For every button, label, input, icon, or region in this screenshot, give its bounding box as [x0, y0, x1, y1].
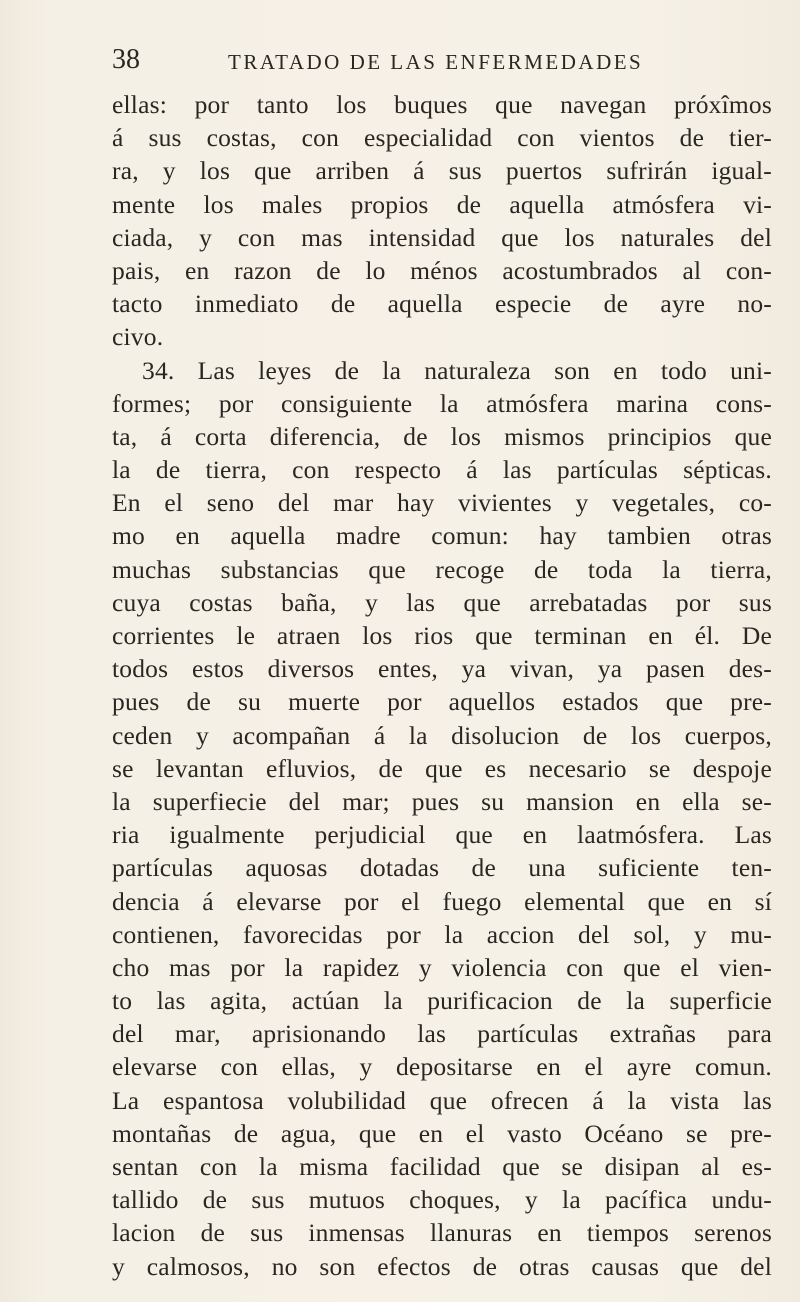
text-line: La espantosa volubilidad que ofrecen á la vista las: [112, 1085, 772, 1115]
text-line: corrientes le atraen los rios que terminan en él. De: [112, 621, 772, 650]
text-line: sentan con la misma facilidad que se disipan al es-: [112, 1152, 772, 1181]
text-line: ta, á corta diferencia, de los mismos principios que: [112, 421, 772, 451]
text-line: todos estos diversos entes, ya vivan, ya pasen des-: [112, 654, 772, 684]
text-line: muchas substancias que recoge de toda la tierra,: [112, 554, 772, 584]
text-line: pues de su muerte por aquellos estados que pre-: [112, 687, 772, 717]
text-line: pais, en razon de lo ménos acostumbrados al con-: [112, 255, 772, 285]
text-line: dencia á elevarse por el fuego elemental que en sí: [112, 886, 772, 916]
text-line: del mar, aprisionando las partículas extrañas para: [112, 1019, 772, 1049]
text-line: ellas: por tanto los buques que navegan próxîmos: [112, 90, 772, 119]
text-line: mente los males propios de aquella atmósfera vi-: [112, 189, 772, 219]
page-number: 38: [112, 44, 140, 75]
text-line: lacion de sus inmensas llanuras en tiempos serenos: [112, 1218, 772, 1248]
text-line: mo en aquella madre comun: hay tambien otras: [112, 521, 772, 551]
running-head: TRATADO DE LAS ENFERMEDADES: [228, 50, 644, 74]
page-header: [112, 44, 732, 84]
paragraph-end-line: civo.: [112, 322, 164, 352]
paragraph-start-line: 34. Las leyes de la naturaleza son en todo uni-: [142, 355, 772, 385]
text-line: ria igualmente perjudicial que en laatmósfera. Las: [112, 820, 772, 850]
text-line: á sus costas, con especialidad con vientos de tier-: [112, 123, 772, 153]
text-line: ra, y los que arriben á sus puertos sufrirán igual-: [112, 156, 772, 186]
text-line: montañas de agua, que en el vasto Océano se pre-: [112, 1118, 772, 1148]
text-line: En el seno del mar hay vivientes y vegetales, co-: [112, 488, 772, 518]
text-line: y calmosos, no son efectos de otras causas que del: [112, 1251, 772, 1281]
text-line: cuya costas baña, y las que arrebatadas por sus: [112, 587, 772, 617]
text-line: tacto inmediato de aquella especie de ayre no-: [112, 289, 772, 319]
text-line: se levantan efluvios, de que es necesario se despoje: [112, 753, 772, 783]
text-line: contienen, favorecidas por la accion del sol, y mu-: [112, 919, 772, 949]
text-line: formes; por consiguiente la atmósfera marina cons-: [112, 388, 772, 418]
body-text: [112, 88, 772, 1283]
text-line: ceden y acompañan á la disolucion de los cuerpos,: [112, 720, 772, 750]
text-line: to las agita, actúan la purificacion de la superficie: [112, 986, 772, 1016]
text-line: partículas aquosas dotadas de una suficiente ten-: [112, 853, 772, 883]
text-line: cho mas por la rapidez y violencia con que el vien-: [112, 952, 772, 982]
text-line: ciada, y con mas intensidad que los naturales del: [112, 222, 772, 252]
text-line: tallido de sus mutuos choques, y la pacífica undu-: [112, 1185, 772, 1215]
text-line: elevarse con ellas, y depositarse en el ayre comun.: [112, 1052, 772, 1082]
text-line: la de tierra, con respecto á las partículas sépticas.: [112, 455, 772, 485]
text-line: la superfiecie del mar; pues su mansion en ella se-: [112, 786, 772, 816]
